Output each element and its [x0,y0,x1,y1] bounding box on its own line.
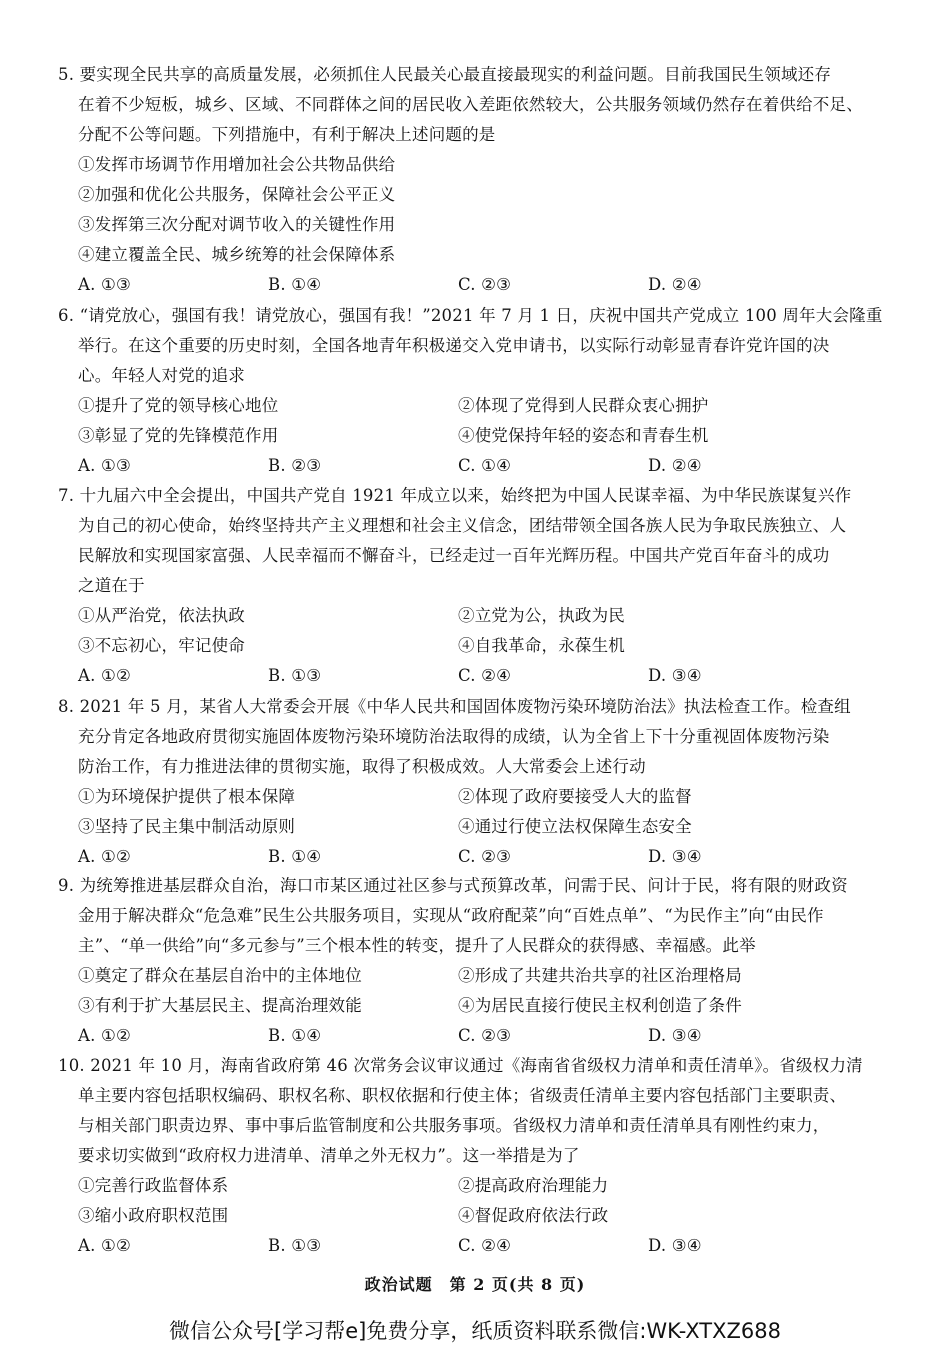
statement-item: ④通过行使立法权保障生态安全 [458,817,692,836]
question-stem: 8. 2021 年 5 月，某省人大常委会开展《中华人民共和国固体废物污染环境防治法》执法检查工作。检查组 [58,697,851,716]
statement-item: ①从严治党，依法执政 [78,606,245,625]
statement-row [58,1171,858,1201]
answer-choices [58,842,858,872]
question-9 [58,871,858,1051]
question-stem: 与相关部门职责边界、事中事后监管制度和公共服务事项。省级权力清单和责任清单具有刚性约束力， [78,1116,830,1135]
statement-item: ②体现了政府要接受人大的监督 [458,787,692,806]
choice-d: D. ③④ [648,1026,702,1045]
choice-a: A. ①② [78,1236,131,1255]
question-10 [58,1051,863,1261]
question-stem: 为自己的初心使命，始终坚持共产主义理想和社会主义信念，团结带领全国各族人民为争取民族独立、人 [78,516,847,535]
statement-item: ①奠定了群众在基层自治中的主体地位 [78,966,362,985]
statement-row [58,782,858,812]
choice-b: B. ①④ [268,275,322,294]
statement-item: ④为居民直接行使民主权利创造了条件 [458,996,742,1015]
choice-a: A. ①③ [78,275,131,294]
choice-b: B. ①③ [268,1236,322,1255]
choice-c: C. ②④ [458,666,512,685]
statement-row [58,961,858,991]
statement-item: ③缩小政府职权范围 [78,1206,229,1225]
question-stem: 10. 2021 年 10 月，海南省政府第 46 次常务会议审议通过《海南省省级权力清单和责任清单》。省级权力清 [58,1056,863,1075]
question-stem: 防治工作，有力推进法律的贯彻实施，取得了积极成效。人大常委会上述行动 [78,757,646,776]
choice-d: D. ③④ [648,666,702,685]
choice-c: C. ②③ [458,275,512,294]
choice-b: B. ①④ [268,1026,322,1045]
statement-item: ②立党为公，执政为民 [458,606,625,625]
page-footer: 政治试题 第 2 页(共 8 页) [364,1275,586,1294]
question-stem: 要求切实做到“政府权力进清单、清单之外无权力”。这一举措是为了 [78,1146,580,1165]
statement-item: ④建立覆盖全民、城乡统筹的社会保障体系 [78,245,396,264]
choice-c: C. ②③ [458,847,512,866]
statement-item: ④自我革命，永葆生机 [458,636,625,655]
statement-item: ①完善行政监督体系 [78,1176,229,1195]
statement-item: ①为环境保护提供了根本保障 [78,787,296,806]
statement-item: ③有利于扩大基层民主、提高治理效能 [78,996,362,1015]
statement-row [58,1201,858,1231]
question-stem: 在着不少短板，城乡、区域、不同群体之间的居民收入差距依然较大，公共服务领域仍然存在着供给不足、 [78,95,863,114]
statement-row [58,631,858,661]
statement-item: ③不忘初心，牢记使命 [78,636,245,655]
statement-item: ④督促政府依法行政 [458,1206,609,1225]
question-stem: 6. “请党放心，强国有我！请党放心，强国有我！”2021 年 7 月 1 日，庆祝中国共产党成立 100 周年大会隆重 [58,306,883,325]
question-stem: 心。年轻人对党的追求 [78,366,245,385]
statement-item: ③发挥第三次分配对调节收入的关键性作用 [78,215,396,234]
question-stem: 民解放和实现国家富强、人民幸福而不懈奋斗，已经走过一百年光辉历程。中国共产党百年奋斗的成功 [78,546,830,565]
statement-item: ①提升了党的领导核心地位 [78,396,279,415]
question-stem: 分配不公等问题。下列措施中，有利于解决上述问题的是 [78,125,496,144]
statement-item: ②提高政府治理能力 [458,1176,609,1195]
question-stem: 主”、“单一供给”向“多元参与”三个根本性的转变，提升了人民群众的获得感、幸福感。此举 [78,936,756,955]
choice-a: A. ①② [78,666,131,685]
statement-row [58,601,858,631]
statement-row [58,991,858,1021]
answer-choices [58,451,858,481]
choice-b: B. ②③ [268,456,322,475]
statement-item: ②形成了共建共治共享的社区治理格局 [458,966,742,985]
choice-d: D. ③④ [648,1236,702,1255]
question-stem: 举行。在这个重要的历史时刻，全国各地青年积极递交入党申请书，以实际行动彰显青春许党许国的决 [78,336,830,355]
statement-row [58,391,858,421]
statement-item: ②加强和优化公共服务，保障社会公平正义 [78,185,396,204]
statement-item: ④使党保持年轻的姿态和青春生机 [458,426,709,445]
question-stem: 7. 十九届六中全会提出，中国共产党自 1921 年成立以来，始终把为中国人民谋幸福、为中华民族谋复兴作 [58,486,852,505]
choice-b: B. ①④ [268,847,322,866]
question-stem: 5. 要实现全民共享的高质量发展，必须抓住人民最关心最直接最现实的利益问题。目前我国民生领域还存 [58,65,832,84]
choice-d: D. ②④ [648,456,702,475]
answer-choices [58,661,858,691]
question-stem: 金用于解决群众“危急难”民生公共服务项目，实现从“政府配菜”向“百姓点单”、“为民作主”向“由民作 [78,906,824,925]
question-stem: 单主要内容包括职权编码、职权名称、职权依据和行使主体；省级责任清单主要内容包括部门主要职责、 [78,1086,847,1105]
choice-c: C. ②③ [458,1026,512,1045]
choice-a: A. ①③ [78,456,131,475]
answer-choices [58,1021,858,1051]
question-6 [58,301,883,481]
choice-b: B. ①③ [268,666,322,685]
statement-row [58,812,858,842]
question-stem: 9. 为统筹推进基层群众自治，海口市某区通过社区参与式预算改革，问需于民、问计于民，将有限的财政资 [58,876,848,895]
answer-choices [58,1231,858,1261]
statement-item: ②体现了党得到人民群众衷心拥护 [458,396,709,415]
choice-c: C. ②④ [458,1236,512,1255]
choice-a: A. ①② [78,847,131,866]
question-8 [58,692,858,872]
answer-choices [58,270,858,300]
question-7 [58,481,858,691]
question-stem: 之道在于 [78,576,145,595]
question-5 [58,60,863,300]
choice-d: D. ②④ [648,275,702,294]
statement-item: ①发挥市场调节作用增加社会公共物品供给 [78,155,396,174]
statement-item: ③坚持了民主集中制活动原则 [78,817,296,836]
choice-a: A. ①② [78,1026,131,1045]
choice-c: C. ①④ [458,456,512,475]
statement-row [58,421,858,451]
choice-d: D. ③④ [648,847,702,866]
statement-item: ③彰显了党的先锋模范作用 [78,426,279,445]
question-stem: 充分肯定各地政府贯彻实施固体废物污染环境防治法取得的成绩，认为全省上下十分重视固体废物污染 [78,727,830,746]
watermark-text: 微信公众号[学习帮e]免费分享，纸质资料联系微信:WK-XTXZ688 [169,1319,781,1343]
